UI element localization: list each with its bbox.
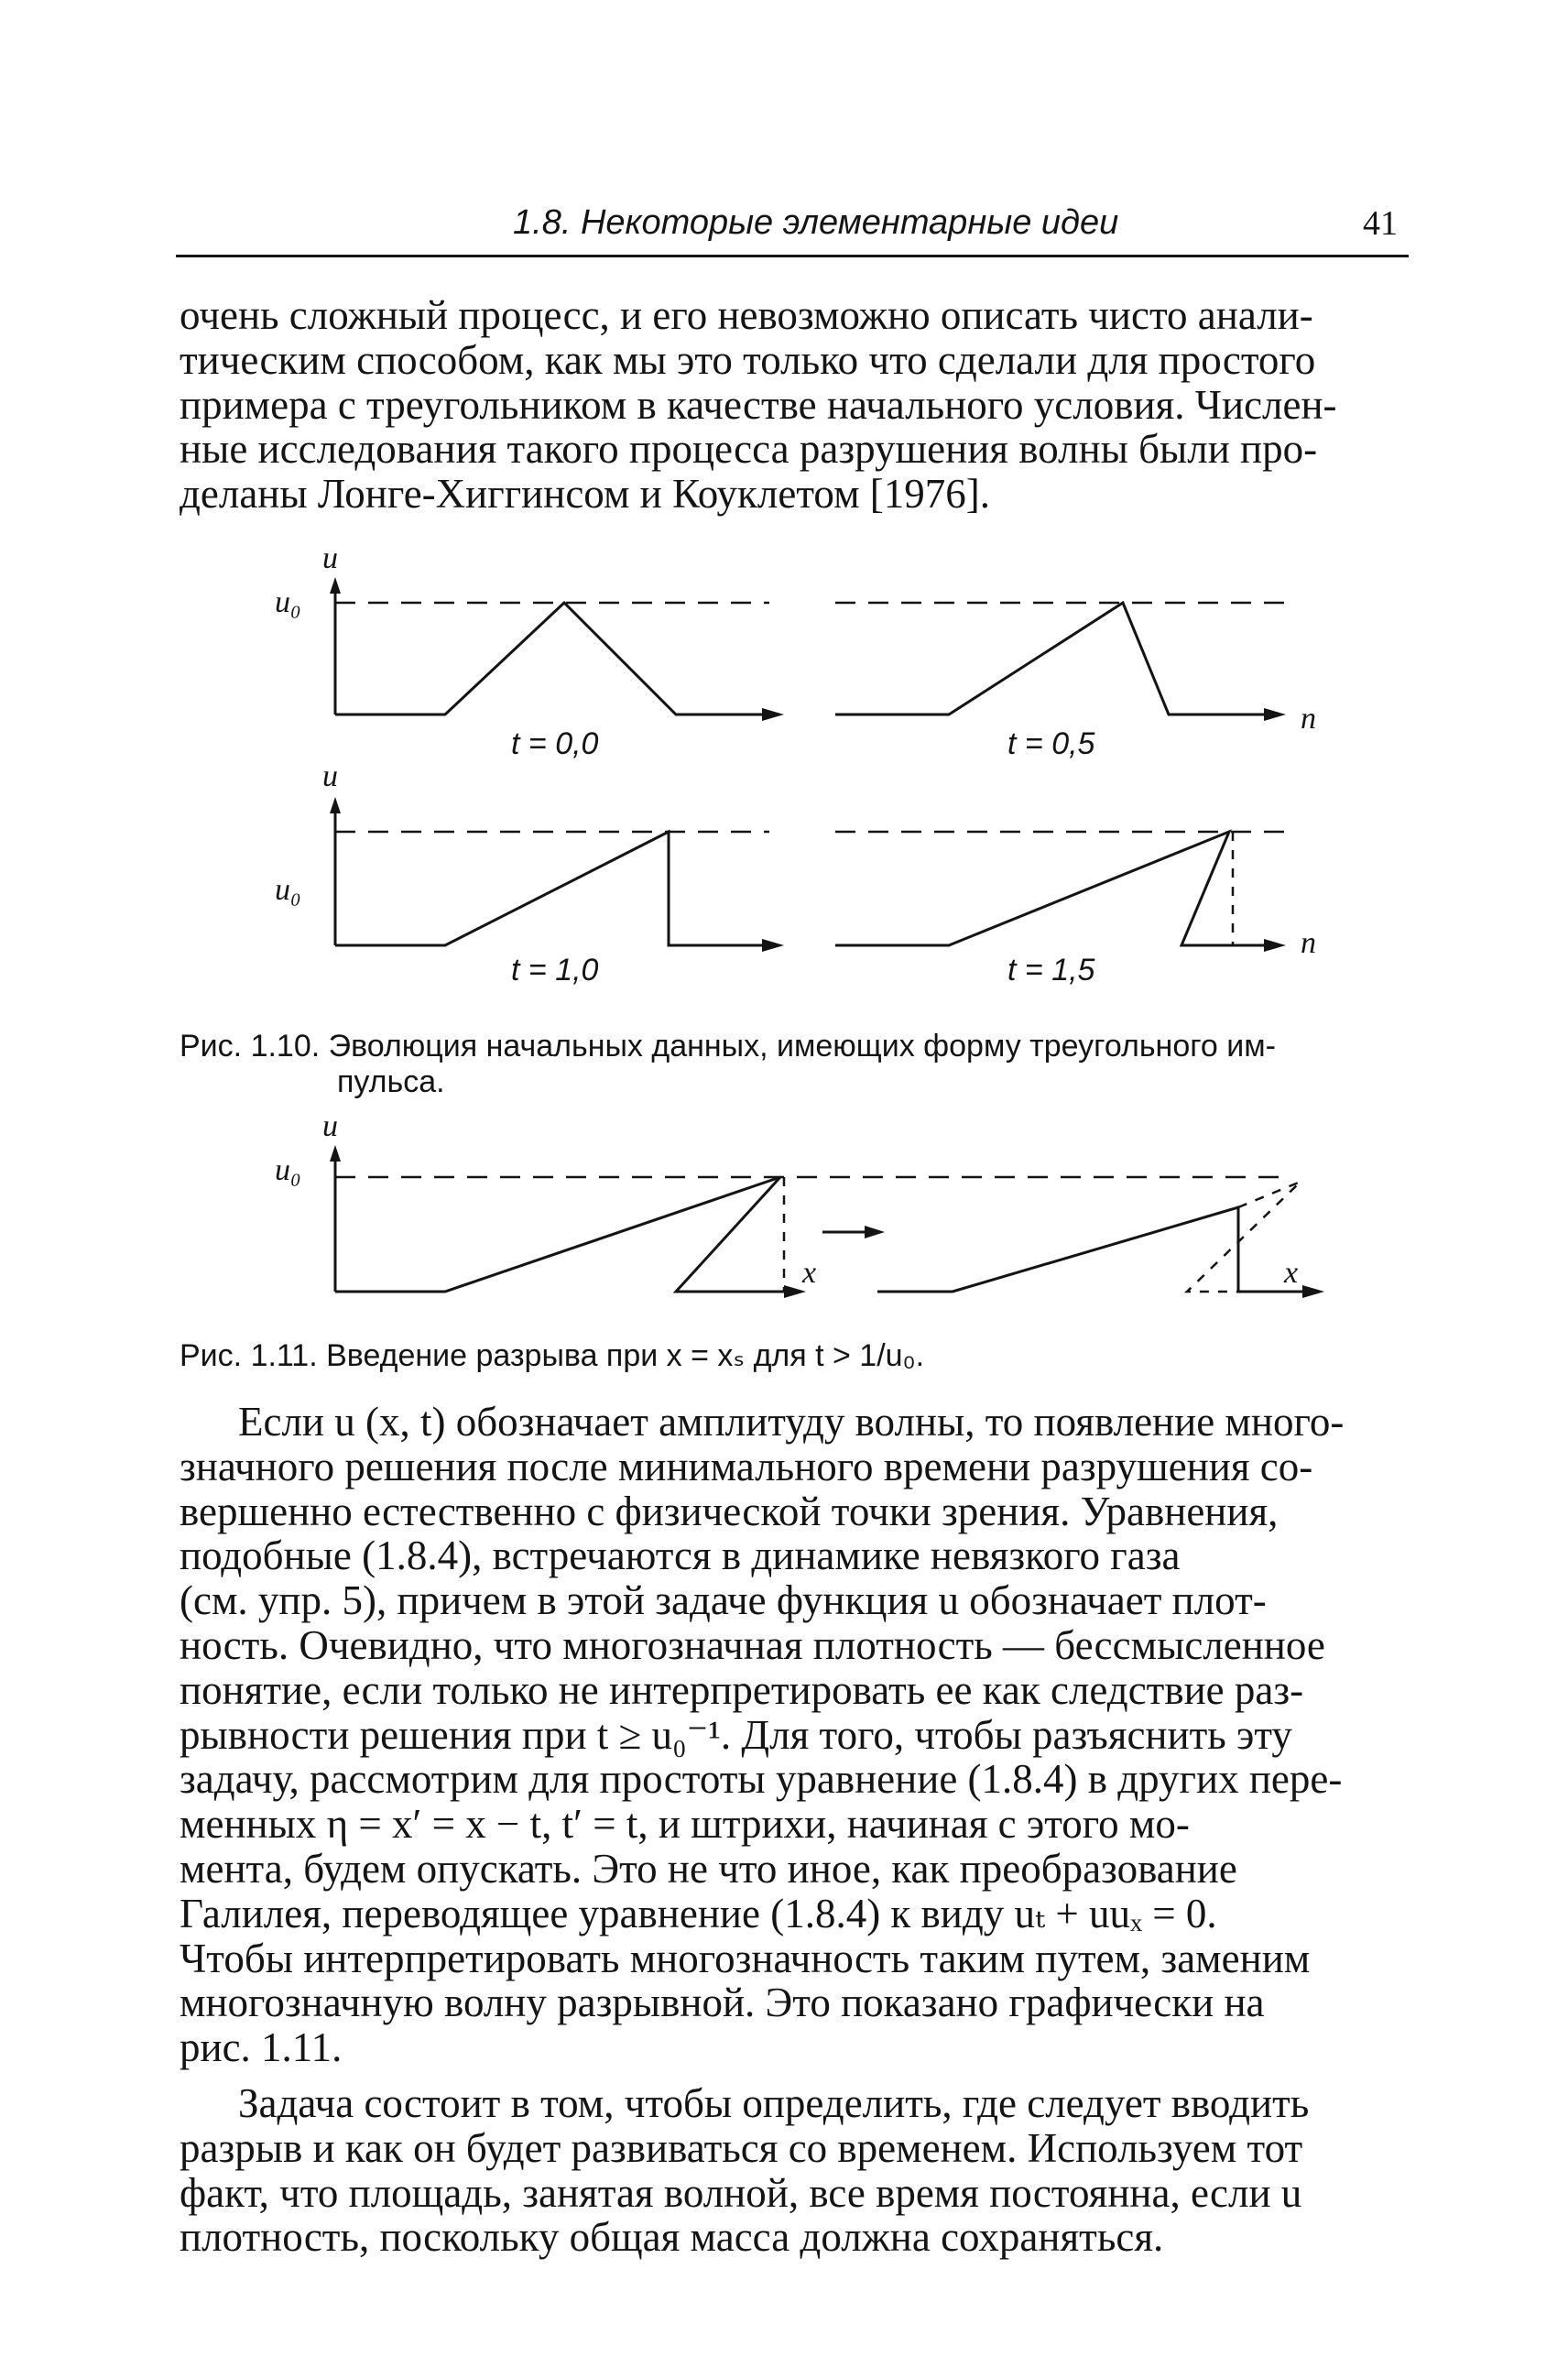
text-line: подобные (1.8.4), встречаются в динамике невязкого газа — [180, 1533, 1181, 1579]
time-label: t = 1,0 — [511, 953, 599, 987]
figure-1-10-caption — [180, 1030, 1407, 1063]
transition-arrowhead — [865, 1226, 885, 1238]
figure-1-11-caption — [180, 1339, 1407, 1372]
time-label: t = 0,0 — [511, 726, 599, 761]
text-line: вершенно естественно с физической точки зрения. Уравнения, — [180, 1488, 1279, 1534]
paragraph-1 — [180, 293, 1407, 517]
x-axis-arrowhead — [1264, 708, 1286, 721]
y-axis-arrowhead — [330, 797, 341, 813]
wave-profile — [335, 1177, 788, 1292]
x-axis-arrowhead — [1302, 1285, 1324, 1298]
space-label-n: n — [1301, 702, 1316, 736]
caption-number: Рис. 1.11. — [180, 1338, 318, 1373]
figure-1-11 — [0, 1108, 1568, 1319]
wave-profile — [835, 603, 1269, 714]
caption-text-continued: пульса. — [337, 1064, 445, 1099]
y-axis-arrowhead — [330, 577, 341, 594]
time-label: t = 1,5 — [1007, 953, 1095, 987]
text-line: Если u (x, t) обозначает амплитуду волны, то появление много- — [238, 1399, 1345, 1445]
text-line: факт, что площадь, занятая волной, все время постоянна, если u — [180, 2169, 1302, 2216]
page-number: 41 — [1363, 204, 1398, 243]
wave-profile — [877, 1207, 1310, 1292]
running-header-title: 1.8. Некоторые элементарные идеи — [513, 203, 1119, 242]
text-line: ные исследования такого процесса разрушения волны были про- — [180, 426, 1318, 473]
paragraph-2 — [180, 1400, 1407, 2070]
space-label-x: x — [802, 1256, 817, 1290]
amplitude-label: u₀ — [275, 585, 301, 619]
paragraph-3 — [180, 2081, 1407, 2260]
figure-1-10 — [0, 540, 1568, 1017]
text-line: разрыв и как он будет развиваться со временем. Используем тот — [180, 2124, 1303, 2171]
text-line: Галилея, переводящее уравнение (1.8.4) к виду uₜ + uuₓ = 0. — [180, 1890, 1217, 1936]
text-line: рис. 1.11. — [180, 2024, 343, 2071]
x-axis-arrowhead — [762, 708, 784, 721]
axis-label-u: u — [322, 1109, 338, 1143]
caption-text: Эволюция начальных данных, имеющих форму треугольного им- — [328, 1029, 1276, 1064]
text-line: плотность, поскольку общая масса должна сохраняться. — [180, 2214, 1164, 2261]
text-line: задачу, рассмотрим для простоты уравнение (1.8.4) в других пере- — [180, 1756, 1343, 1803]
text-line: деланы Лонге-Хиггинсом и Коуклетом [1976]. — [180, 471, 991, 518]
text-line: мента, будем опускать. Это не что иное, как преобразование — [180, 1845, 1237, 1892]
text-line: очень сложный процесс, и его невозможно описать чисто анали- — [180, 292, 1313, 338]
text-line: примера с треугольником в качестве начального условия. Числен- — [180, 381, 1337, 428]
caption-number: Рис. 1.10. — [180, 1029, 321, 1064]
header-rule — [176, 255, 1409, 257]
text-line: значного решения после минимального времени разрушения со- — [180, 1443, 1313, 1489]
amplitude-label: u₀ — [275, 873, 301, 907]
axis-label-u: u — [322, 759, 338, 793]
text-line: тическим способом, как мы это только что сделали для простого — [180, 336, 1316, 383]
text-line: понятие, если только не интерпретировать ее как следствие раз- — [180, 1666, 1304, 1713]
wave-profile — [335, 832, 769, 945]
y-axis-arrowhead — [330, 1145, 341, 1162]
text-line: (см. упр. 5), причем в этой задаче функция u обозначает плот- — [180, 1577, 1267, 1624]
text-line: многозначную волну разрывной. Это показано графически на — [180, 1980, 1265, 2026]
time-label: t = 0,5 — [1007, 726, 1095, 761]
amplitude-label: u₀ — [275, 1153, 301, 1187]
wave-profile — [335, 603, 769, 714]
text-line: ность. Очевидно, что многозначная плотность — бессмысленное — [180, 1621, 1325, 1668]
text-line: рывности решения при t ≥ u₀⁻¹. Для того, чтобы разъяснить эту — [180, 1711, 1292, 1758]
axis-label-u: u — [322, 541, 338, 575]
x-axis-arrowhead — [1264, 939, 1286, 952]
text-line: Задача состоит в том, чтобы определить, где следует вводить — [238, 2080, 1310, 2126]
text-line: Чтобы интерпретировать многозначность таким путем, заменим — [180, 1935, 1311, 1981]
text-line: менных η = x′ = x − t, t′ = t, и штрихи, начиная с этого мо- — [180, 1801, 1190, 1848]
space-label-x: x — [1284, 1256, 1299, 1290]
space-label-n: n — [1301, 926, 1316, 960]
wave-profile — [835, 832, 1269, 945]
caption-text: Введение разрыва при x = xₛ для t > 1/u₀. — [326, 1338, 925, 1373]
x-axis-arrowhead — [762, 939, 784, 952]
